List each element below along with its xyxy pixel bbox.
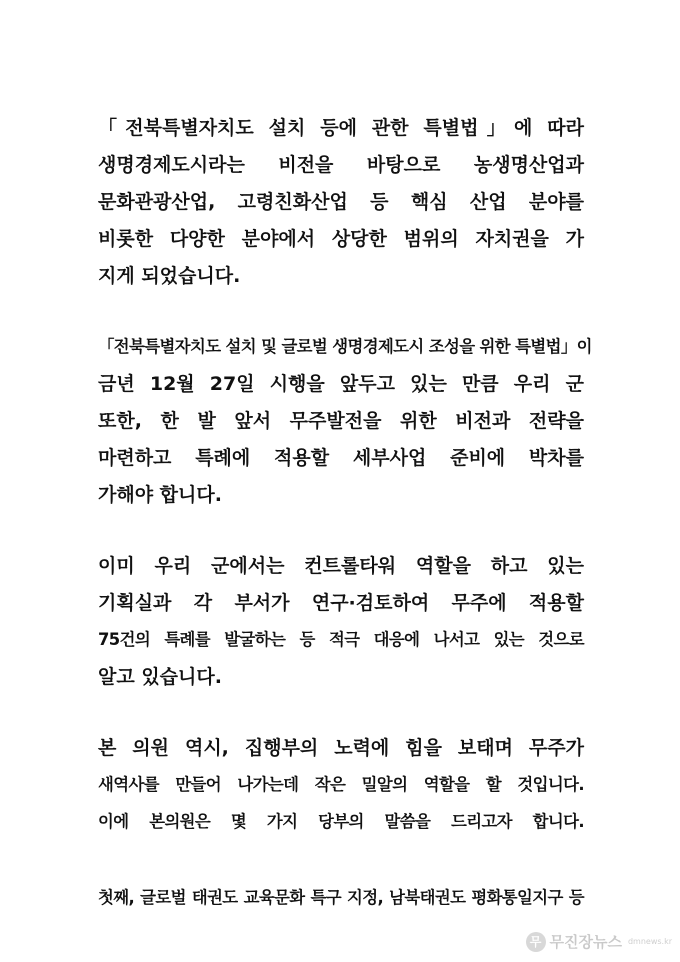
text-line: 가해야 합니다. <box>98 484 222 506</box>
text-line: 새역사를 만들어 나가는데 작은 밀알의 역할을 할 것입니다. <box>98 775 584 794</box>
text-line: 첫째, 글로벌 태권도 교육문화 특구 지정, 남북태권도 평화통일지구 등 <box>98 888 584 907</box>
watermark-logo-icon: 무 <box>526 932 546 952</box>
watermark-url: dmnews.kr <box>627 937 672 946</box>
text-line: 금년 12월 27일 시행을 앞두고 있는 만큼 우리 군 <box>98 373 584 395</box>
watermark <box>526 931 673 952</box>
text-line: 지게 되었습니다. <box>98 265 241 287</box>
text-line: 이에 본의원은 몇 가지 당부의 말씀을 드리고자 합니다. <box>98 812 584 831</box>
text-line: 문화관광산업, 고령친화산업 등 핵심 산업 분야를 <box>98 191 584 213</box>
text-line: 마련하고 특례에 적용할 세부사업 준비에 박차를 <box>98 447 584 469</box>
text-line: 75건의 특례를 발굴하는 등 적극 대응에 나서고 있는 것으로 <box>98 630 584 649</box>
text-line: 「전북특별자치도 설치 등에 관한 특별법」에 따라 <box>98 117 584 139</box>
text-line: 본 의원 역시, 집행부의 노력에 힘을 보태며 무주가 <box>98 737 584 759</box>
text-line: 기획실과 각 부서가 연구·검토하여 무주에 적용할 <box>98 592 584 614</box>
watermark-text: 무진장뉴스 <box>549 933 622 951</box>
text-line: 이미 우리 군에서는 컨트롤타워 역할을 하고 있는 <box>98 555 584 577</box>
text-line: 또한, 한 발 앞서 무주발전을 위한 비전과 전략을 <box>98 410 584 432</box>
text-line: 「전북특별자치도 설치 및 글로벌 생명경제도시 조성을 위한 특별법」이 <box>98 337 592 356</box>
text-line: 알고 있습니다. <box>98 666 222 688</box>
text-line: 생명경제도시라는 비전을 바탕으로 농생명산업과 <box>98 154 584 176</box>
text-line: 비롯한 다양한 분야에서 상당한 범위의 자치권을 가 <box>98 228 584 250</box>
